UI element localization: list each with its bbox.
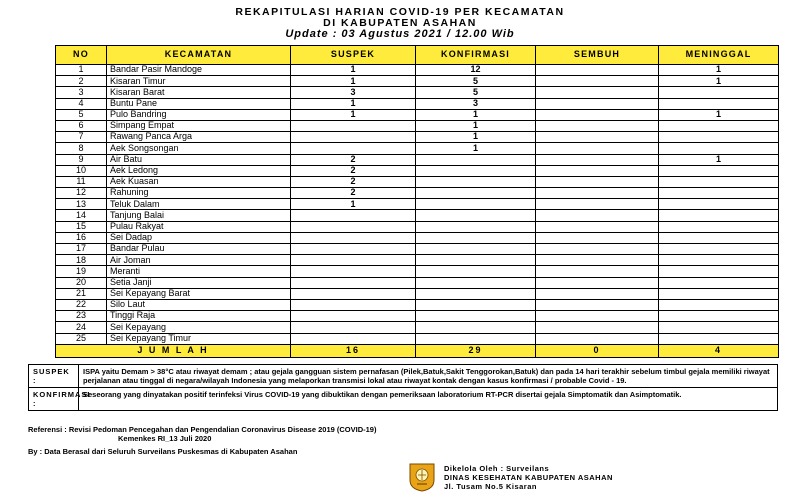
cell-suspek: 1: [291, 199, 416, 210]
cell-konfirmasi: 5: [416, 87, 536, 98]
cell-konfirmasi: [416, 244, 536, 255]
cell-no: 17: [56, 244, 107, 255]
table-row: [56, 277, 779, 288]
table-row: [56, 333, 779, 344]
table-row: [56, 109, 779, 120]
table-row: [56, 232, 779, 243]
note-suspek-label: SUSPEK :: [29, 365, 79, 388]
table-row: [56, 154, 779, 165]
cell-suspek: [291, 311, 416, 322]
cell-konfirmasi: [416, 188, 536, 199]
cell-sembuh: [536, 87, 659, 98]
cell-suspek: 1: [291, 109, 416, 120]
cell-sembuh: [536, 277, 659, 288]
cell-konfirmasi: [416, 176, 536, 187]
cell-suspek: [291, 232, 416, 243]
cell-kecamatan: Kisaran Barat: [107, 87, 291, 98]
cell-sembuh: [536, 333, 659, 344]
cell-no: 21: [56, 288, 107, 299]
table-row: [56, 311, 779, 322]
cell-kecamatan: Sei Dadap: [107, 232, 291, 243]
agency-address: Jl. Tusam No.5 Kisaran: [444, 482, 537, 491]
cell-kecamatan: Setia Janji: [107, 277, 291, 288]
note-konfirmasi-text: Seseorang yang dinyatakan positif terinfeksi Virus COVID-19 yang dibuktikan dengan pemeriksaan laboratorium RT-PCR disertai gejala Simptomatik dan Asimptomatik.: [79, 388, 778, 411]
cell-no: 6: [56, 120, 107, 131]
cell-kecamatan: Tanjung Balai: [107, 210, 291, 221]
cell-meninggal: [659, 322, 779, 333]
cell-sembuh: [536, 132, 659, 143]
cell-suspek: 2: [291, 165, 416, 176]
cell-no: 14: [56, 210, 107, 221]
cell-no: 13: [56, 199, 107, 210]
cell-suspek: 1: [291, 76, 416, 87]
table-row: [56, 244, 779, 255]
table-row: [56, 143, 779, 154]
cell-no: 18: [56, 255, 107, 266]
cell-no: 22: [56, 299, 107, 310]
cell-kecamatan: Bandar Pulau: [107, 244, 291, 255]
cell-suspek: [291, 333, 416, 344]
cell-sembuh: [536, 76, 659, 87]
cell-meninggal: [659, 188, 779, 199]
cell-kecamatan: Tinggi Raja: [107, 311, 291, 322]
cell-konfirmasi: [416, 288, 536, 299]
cell-sembuh: [536, 199, 659, 210]
cell-meninggal: 1: [659, 154, 779, 165]
update-line: Update : 03 Agustus 2021 / 12.00 Wib: [285, 28, 515, 40]
cell-kecamatan: Sei Kepayang Timur: [107, 333, 291, 344]
cell-sembuh: [536, 65, 659, 76]
cell-konfirmasi: 12: [416, 65, 536, 76]
cell-suspek: 1: [291, 98, 416, 109]
col-header-meninggal: MENINGGAL: [659, 46, 779, 65]
table-row: [56, 132, 779, 143]
cell-sembuh: [536, 176, 659, 187]
cell-meninggal: 1: [659, 76, 779, 87]
cell-konfirmasi: [416, 199, 536, 210]
cell-kecamatan: Aek Songsongan: [107, 143, 291, 154]
cell-suspek: [291, 210, 416, 221]
table-row: [56, 210, 779, 221]
cell-kecamatan: Sei Kepayang: [107, 322, 291, 333]
cell-meninggal: [659, 266, 779, 277]
cell-konfirmasi: [416, 232, 536, 243]
cell-sembuh: [536, 98, 659, 109]
cell-no: 3: [56, 87, 107, 98]
cell-sembuh: [536, 120, 659, 131]
cell-meninggal: [659, 176, 779, 187]
col-header-kecamatan: KECAMATAN: [107, 46, 291, 65]
cell-sembuh: [536, 288, 659, 299]
cell-suspek: [291, 221, 416, 232]
cell-no: 8: [56, 143, 107, 154]
cell-sembuh: [536, 165, 659, 176]
cell-kecamatan: Simpang Empat: [107, 120, 291, 131]
cell-no: 4: [56, 98, 107, 109]
table-row: [56, 255, 779, 266]
cell-meninggal: [659, 244, 779, 255]
cell-kecamatan: Air Batu: [107, 154, 291, 165]
title-line-1: REKAPITULASI HARIAN COVID-19 PER KECAMATAN: [235, 6, 565, 18]
cell-no: 20: [56, 277, 107, 288]
note-suspek-row: [29, 365, 778, 388]
cell-sembuh: [536, 299, 659, 310]
cell-no: 25: [56, 333, 107, 344]
cell-no: 11: [56, 176, 107, 187]
total-sembuh: 0: [536, 344, 659, 357]
cell-konfirmasi: [416, 210, 536, 221]
cell-meninggal: [659, 165, 779, 176]
cell-suspek: 2: [291, 188, 416, 199]
cell-kecamatan: Meranti: [107, 266, 291, 277]
cell-no: 24: [56, 322, 107, 333]
table-row: [56, 76, 779, 87]
cell-meninggal: [659, 210, 779, 221]
cell-kecamatan: Buntu Pane: [107, 98, 291, 109]
cell-sembuh: [536, 322, 659, 333]
cell-sembuh: [536, 311, 659, 322]
cell-sembuh: [536, 266, 659, 277]
cell-konfirmasi: [416, 311, 536, 322]
cell-no: 19: [56, 266, 107, 277]
cell-kecamatan: Silo Laut: [107, 299, 291, 310]
cell-meninggal: [659, 232, 779, 243]
cell-suspek: 1: [291, 65, 416, 76]
total-row: [56, 344, 779, 357]
col-header-sembuh: SEMBUH: [536, 46, 659, 65]
cell-no: 9: [56, 154, 107, 165]
cell-no: 7: [56, 132, 107, 143]
table-row: [56, 199, 779, 210]
col-header-konfirmasi: KONFIRMASI: [416, 46, 536, 65]
table-row: [56, 322, 779, 333]
cell-no: 15: [56, 221, 107, 232]
data-source: By : Data Berasal dari Seluruh Surveilans Puskesmas di Kabupaten Asahan: [28, 447, 298, 456]
cell-meninggal: [659, 333, 779, 344]
cell-kecamatan: Sei Kepayang Barat: [107, 288, 291, 299]
cell-kecamatan: Aek Ledong: [107, 165, 291, 176]
kabupaten-emblem-icon: [408, 462, 436, 492]
recap-table: [55, 45, 779, 358]
cell-suspek: [291, 143, 416, 154]
cell-suspek: [291, 120, 416, 131]
cell-konfirmasi: [416, 277, 536, 288]
cell-meninggal: [659, 199, 779, 210]
cell-meninggal: [659, 299, 779, 310]
cell-kecamatan: Pulau Rakyat: [107, 221, 291, 232]
cell-konfirmasi: [416, 266, 536, 277]
cell-sembuh: [536, 188, 659, 199]
cell-no: 1: [56, 65, 107, 76]
total-suspek: 16: [291, 344, 416, 357]
reference-text: Referensi : Revisi Pedoman Pencegahan dan Pengendalian Coronavirus Disease 2019 (COVID-19): [28, 425, 377, 434]
cell-no: 5: [56, 109, 107, 120]
col-header-suspek: SUSPEK: [291, 46, 416, 65]
total-label: J U M L A H: [56, 344, 291, 357]
cell-konfirmasi: [416, 299, 536, 310]
cell-meninggal: 1: [659, 109, 779, 120]
cell-kecamatan: Rahuning: [107, 188, 291, 199]
reference-source: Kemenkes RI_13 Juli 2020: [118, 434, 212, 443]
cell-meninggal: [659, 143, 779, 154]
table-row: [56, 299, 779, 310]
cell-kecamatan: Air Joman: [107, 255, 291, 266]
cell-meninggal: 1: [659, 65, 779, 76]
cell-suspek: [291, 277, 416, 288]
cell-konfirmasi: 1: [416, 132, 536, 143]
cell-sembuh: [536, 221, 659, 232]
note-konfirmasi-label: KONFIRMASI :: [29, 388, 79, 411]
total-meninggal: 4: [659, 344, 779, 357]
cell-no: 16: [56, 232, 107, 243]
cell-meninggal: [659, 87, 779, 98]
definitions-table: [28, 364, 778, 411]
cell-no: 12: [56, 188, 107, 199]
cell-suspek: [291, 288, 416, 299]
cell-sembuh: [536, 210, 659, 221]
cell-kecamatan: Rawang Panca Arga: [107, 132, 291, 143]
table-row: [56, 120, 779, 131]
cell-sembuh: [536, 109, 659, 120]
cell-konfirmasi: 3: [416, 98, 536, 109]
cell-konfirmasi: [416, 322, 536, 333]
cell-meninggal: [659, 98, 779, 109]
cell-konfirmasi: [416, 221, 536, 232]
cell-no: 10: [56, 165, 107, 176]
table-header-row: [56, 46, 779, 65]
cell-konfirmasi: 5: [416, 76, 536, 87]
note-suspek-text: ISPA yaitu Demam > 38°C atau riwayat demam ; atau gejala gangguan sistem pernafasan (Pilek,Batuk,Sakit Tenggorokan,Batuk) dan pada 14 hari terakhir sebelum timbul gejala memiliki riwayat perjalanan atau tinggal di negara/wilayah Indonesia yang melaporkan transmisi lokal atau riwayat kontak dengan kasus konfirmasi / probable Covid - 19.: [79, 365, 778, 388]
cell-suspek: [291, 299, 416, 310]
cell-kecamatan: Kisaran Timur: [107, 76, 291, 87]
cell-sembuh: [536, 255, 659, 266]
cell-sembuh: [536, 244, 659, 255]
cell-meninggal: [659, 277, 779, 288]
cell-kecamatan: Pulo Bandring: [107, 109, 291, 120]
cell-sembuh: [536, 232, 659, 243]
agency-name: DINAS KESEHATAN KABUPATEN ASAHAN: [444, 473, 613, 482]
cell-meninggal: [659, 120, 779, 131]
table-row: [56, 266, 779, 277]
table-row: [56, 188, 779, 199]
table-row: [56, 176, 779, 187]
cell-suspek: [291, 322, 416, 333]
table-row: [56, 288, 779, 299]
title-line-2: DI KABUPATEN ASAHAN: [323, 17, 477, 29]
cell-meninggal: [659, 311, 779, 322]
cell-suspek: [291, 132, 416, 143]
cell-kecamatan: Aek Kuasan: [107, 176, 291, 187]
managed-by: Dikelola Oleh : Surveilans: [444, 464, 550, 473]
cell-konfirmasi: 1: [416, 109, 536, 120]
cell-no: 23: [56, 311, 107, 322]
cell-konfirmasi: [416, 333, 536, 344]
table-row: [56, 165, 779, 176]
note-konfirmasi-row: [29, 388, 778, 411]
cell-konfirmasi: 1: [416, 120, 536, 131]
cell-suspek: 2: [291, 154, 416, 165]
col-header-no: NO: [56, 46, 107, 65]
cell-meninggal: [659, 255, 779, 266]
cell-no: 2: [56, 76, 107, 87]
cell-suspek: 2: [291, 176, 416, 187]
cell-konfirmasi: [416, 255, 536, 266]
table-row: [56, 221, 779, 232]
table-row: [56, 87, 779, 98]
cell-konfirmasi: 1: [416, 143, 536, 154]
cell-konfirmasi: [416, 154, 536, 165]
table-row: [56, 65, 779, 76]
cell-sembuh: [536, 154, 659, 165]
table-row: [56, 98, 779, 109]
cell-kecamatan: Teluk Dalam: [107, 199, 291, 210]
cell-suspek: [291, 244, 416, 255]
cell-suspek: [291, 255, 416, 266]
cell-suspek: 3: [291, 87, 416, 98]
cell-meninggal: [659, 132, 779, 143]
cell-meninggal: [659, 221, 779, 232]
total-konfirmasi: 29: [416, 344, 536, 357]
cell-konfirmasi: [416, 165, 536, 176]
cell-meninggal: [659, 288, 779, 299]
cell-sembuh: [536, 143, 659, 154]
cell-kecamatan: Bandar Pasir Mandoge: [107, 65, 291, 76]
cell-suspek: [291, 266, 416, 277]
